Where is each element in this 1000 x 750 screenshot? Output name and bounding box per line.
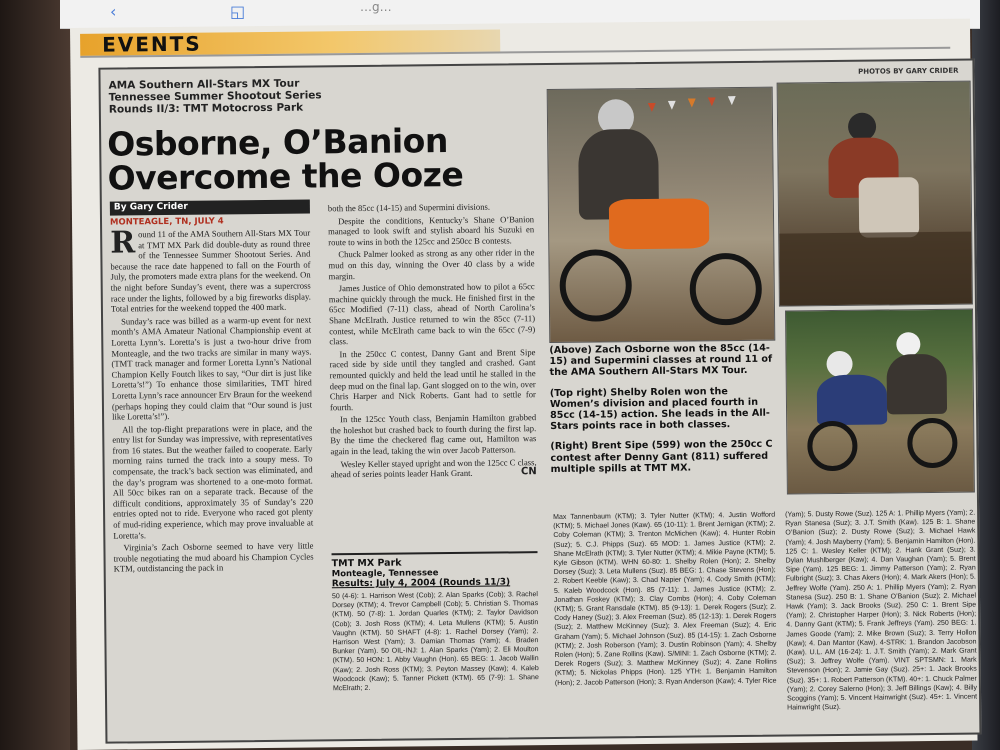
headline-line: Overcome the Ooze bbox=[107, 154, 464, 198]
rider-helmet bbox=[848, 113, 876, 141]
motorcycle-body bbox=[817, 374, 888, 425]
results-column-b: Max Tannenbaum (KTM); 3. Tyler Nutter (KTM); 4. Justin Wofford (KTM); 5. Michael Jones (Kaw). 65 (10-11): 1. Brent Jernigan (KTM); 2. Coby Coleman (KTM); 3. Trenton McMichen (Kaw); 4. Hunter Robin (Suz); 5. C.J. Phipps (Suz). 65 MOD: 1. James Justice (KTM); 2. Shane McElrath (KTM); 3. Tyler Nutter (KTM); 4. Mikie Payne (KTM); 5. Kyle Gibson (KTM). WHN 60-80: 1. Shelby Rolen (Hon); 2. Shelby Dorsey (Suz); 3. Leta Mullens (Suz). 85 BEG: 1. Chase Stevens (Hon); 2. Robert Keeble (Kaw); 3. Chad Napier (Yam); 4. Cody Smith (KTM); 5. Kaleb Woodcock (Hon). 85 (7-11): 1. James Justice (KTM); 2. Jonathan Foskey (KTM); 3. Clay Combs (Hon); 4. Coby Coleman (KTM); 5. Grant Ransdale (KTM). 85 (9-13): 1. Derek Rogers (Suz); 2. Cody Haney (Suz); 3. Alex Freeman (Suz). 85 (12-13): 1. Derek Rogers (Suz); 2. Matthew McKinney (Suz); 3. Alex Freeman (Suz); 4. Eric Graham (Yam); 5. Michael Johnson (Suz). 85 (14-15): 1. Zach Osborne (KTM); 2. Josh Roberson (Yam); 3. Dustin Robinson (Yam); 4. Shelby Rolen (Hon); 5. Zane Rollins (Kaw). S/MINI: 1. Zach Osborne (KTM); 2. Derek Rogers (Suz); 3. Matthew McKinney (Suz); 4. Zane Rollins (KTM); 5. Nickolas Phipps (Hon). 125 YTH: 1. Benjamin Hamilton (Hon); 2. Jacob Patterson (Hon); 3. Ryan Anderson (Kaw); 4. Tyler Rice bbox=[553, 511, 777, 687]
pennant bbox=[708, 97, 716, 106]
back-arrow-icon[interactable]: ‹ bbox=[110, 2, 117, 21]
rear-wheel bbox=[907, 418, 958, 469]
mud-splash bbox=[779, 232, 972, 306]
rider-helmet bbox=[826, 351, 852, 377]
photo-zach-osborne bbox=[547, 87, 776, 343]
body-paragraph: In the 125cc Youth class, Benjamin Hamilton grabbed the holeshot but crashed back to fourth during the first lap. By the time the checkered flag came out, Hamilton was again in the lead, taking the win over Jacob Patterson. bbox=[330, 412, 537, 457]
motorcycle-body bbox=[609, 198, 710, 249]
bookmark-icon[interactable]: ◱ bbox=[230, 2, 246, 21]
body-paragraph: both the 85cc (14-15) and Supermini divisions. bbox=[327, 201, 491, 214]
article-frame bbox=[98, 59, 981, 744]
byline: By Gary Crider bbox=[113, 201, 188, 213]
drop-cap: R bbox=[110, 225, 136, 261]
results-box bbox=[332, 551, 539, 693]
front-wheel bbox=[559, 249, 632, 322]
results-date: Results: July 4, 2004 (Rounds 11/3) bbox=[331, 577, 511, 590]
dateline: MONTEAGLE, TN, JULY 4 bbox=[109, 216, 224, 228]
photo-brent-sipe bbox=[785, 309, 975, 495]
body-paragraph: Virginia’s Zach Osborne seemed to have very little trouble negotiating the mud aboard his Champion Cycles KTM, outdistancing the pack in bbox=[113, 540, 314, 574]
kicker-line: Tennessee Summer Shootout Series bbox=[108, 89, 322, 104]
article-column-1 bbox=[110, 227, 314, 576]
motorcycle-body bbox=[859, 177, 920, 238]
byline-bar bbox=[110, 199, 310, 215]
caption-above: (Above) Zach Osborne won the 85cc (14-15) and Supermini classes at round 11 of the AMA Southern All-Stars MX Tour. bbox=[549, 342, 773, 379]
body-paragraph: James Justice of Ohio demonstrated how to pilot a 65cc machine quickly through the muck. He finished first in the 65cc Modified (7-11) class, ahead of North Carolina’s Shane McElrath. Justice returned to win the 85cc (7-11) contest, while McElrath came back to win the 65cc (7-9) class. bbox=[328, 281, 536, 347]
article-headline bbox=[107, 123, 548, 196]
pennant bbox=[668, 101, 676, 110]
photo-credit: PHOTOS BY GARY CRIDER bbox=[858, 66, 959, 76]
pennant bbox=[688, 98, 696, 107]
caption-top-right: (Top right) Shelby Rolen won the Women’s division and placed fourth in 85cc (14-15) action. She leads in the All-Stars points race in both classes. bbox=[549, 385, 770, 433]
pennant bbox=[728, 96, 736, 105]
body-paragraph: Wesley Keller stayed upright and won the 125cc C class, ahead of series points leader Hank Grant. CN bbox=[330, 456, 537, 480]
kicker-line: AMA Southern All-Stars MX Tour bbox=[108, 77, 300, 92]
body-paragraph: Chuck Palmer looked as strong as any other rider in the mud on this day, winning the Over 40 class by a wide margin. bbox=[328, 247, 535, 281]
body-paragraph: Despite the conditions, Kentucky’s Shane O’Banion managed to look swift and stylish aboard his Suzuki en route to wins in both the 125cc and 250cc B contests. bbox=[328, 213, 535, 248]
body-paragraph: In the 250cc C contest, Danny Gant and Brent Sipe raced side by side until they tangled and crashed. Gant remounted quickly and held the lead until he stalled in the deep mud on the final lap. Gant slogged on to the win, over Chris Harper and Nick Roberts. Gant had to settle for fourth. bbox=[329, 346, 536, 412]
pennant bbox=[648, 103, 656, 112]
motorcycle-body bbox=[886, 354, 947, 415]
body-paragraph: All the top-flight preparations were in place, and the entry list for Sunday was impressive, with representatives from 16 states. But the weather failed to cooperate. Early morning rains turned the track into a soupy mess. To compensate, the track’s back section was eliminated, and the day’s program was shortened to a one-moto format. All 50cc bikes ran on a separate track. Because of the difficult conditions, approximately 35 of Sunday’s 220 entries opted not to ride. Everyone who raced got plenty of mud-riding experience, which may prove invaluable at Loretta’s. bbox=[112, 422, 314, 541]
headline-line: Osborne, O’Banion bbox=[107, 121, 449, 164]
address-bar[interactable]: …g… bbox=[360, 0, 392, 14]
results-location: Monteagle, Tennessee bbox=[331, 568, 439, 580]
results-column-a: 50 (4-6): 1. Harrison West (Cob); 2. Alan Sparks (Cob); 3. Rachel Dorsey (KTM); 4. Trevor Campbell (Cob); 5. Christian S. Thomas (KTM). 50 (7-8): 1. Jordan Quarles (KTM); 2. Taylor Davidson (Cob); 3. Josh Ross (KTM); 4. Leta Mullens (KTM); 5. Austin Vaughn (KTM). 50 SHAFT (4-8): 1. Rachel Dorsey (Yam); 2. Harrison West (Yam); 3. Damian Thomas (Yam); 4. Braden Bunker (Yam). 50 OIL-INJ: 1. Alan Sparks (Yam); 2. Eli Moulton (KTM). 50 HON: 1. Abby Vaughn (Hon). 65 BEG: 1. Jacob Wallin (Kaw); 2. Josh Ross (KTM); 3. Peyton Massey (Kaw); 4. Kaleb Woodcock (Kaw); 5. Tanner Pickett (KTM). 65 (7-9): 1. Shane McElrath; 2. bbox=[331, 591, 539, 693]
rear-wheel bbox=[689, 253, 762, 326]
results-title: TMT MX Park bbox=[331, 557, 402, 570]
signoff-mark: CN bbox=[520, 466, 537, 478]
rider-helmet bbox=[896, 332, 920, 356]
article-kicker bbox=[109, 77, 329, 115]
kicker-line: Rounds II/3: TMT Motocross Park bbox=[108, 101, 304, 116]
front-wheel bbox=[807, 421, 858, 472]
body-paragraph: Round 11 of the AMA Southern All-Stars MX Tour at TMT MX Park did double-duty as round three of the Tennessee Summer Shootout Series. And because the race date happened to fall on the Fourth of July, the promoters made extra plans for the weekend. On the night before Sunday’s event, there was a supercross race under the lights, followed by a big fireworks display. Total entries for the weekend topped the 400 mark. bbox=[110, 225, 311, 314]
photo-shelby-rolen bbox=[777, 81, 973, 307]
body-paragraph: Sunday’s race was billed as a warm-up event for next month’s AMA Amateur National Championship event at Loretta Lynn’s. Loretta’s is just a two-hour drive from Monteagle, and the two tracks are similar in many ways. (TMT track manager and former Loretta Lynn’s National Champion Kelly Foutch likes to say, “Our dirt is just like Loretta’s!”) To enhance those similarities, TMT hired Loretta Lynn’s race announcer Erv Braun for the weekend (perhaps hoping they could claim that “Our sound is just like Loretta’s!”). bbox=[111, 314, 313, 422]
magazine-page bbox=[70, 19, 978, 750]
results-column-c: (Yam); 5. Dusty Rowe (Suz). 125 A: 1. Phillip Myers (Yam); 2. Ryan Stanesa (Suz); 3. J.T. Smith (Kaw). 125 B: 1. Shane O’Banion (Suz); 2. Dusty Rowe (Suz); 3. Michael Hawk (Yam); 4. Josh Mayberry (Yam); 5. Benjamin Hamilton (Hon). 125 C: 1. Wesley Keller (KTM); 2. Hank Grant (Suz); 3. Dylan Mushlberger (Kaw); 4. Dan Vaughan (Yam); 5. Brent Sipe (Yam). 125 BEG: 1. Jimmy Patterson (Yam); 2. Ryan Fulbright (Suz); 3. Chas Akers (Hon); 4. Mark Akers (Hon); 5. Jeffrey Wolfe (Yam). 250 A: 1. Phillip Myers (Yam); 2. Ryan Stanesa (Suz). 250 B: 1. Shane O’Banion (Suz); 2. Michael Hawk (Yam); 3. Jack Brooks (Suz). 250 C: 1. Brent Sipe (Yam); 2. Christopher Harper (Hon); 3. Nick Roberts (Hon); 4. Danny Gant (KTM); 5. Frank Jeffreys (Yam). 250 BEG: 1. James Goode (Yam); 2. Mike Brown (Suz); 3. Terry Hollon (Kaw); 4. Dan Mantor (Kaw). 4-STRK: 1. Brandon Jacobson (Kaw). U.L. AM (16-24): 1. J.T. Smith (Yam); 2. Mark Grant (Suz); 3. Jeffrey Wolfe (Yam). VINT SPTSMN: 1. Mark Stevenson (Hon); 2. Jamie Gay (Suz). 25+: 1. Jack Brooks (Suz). 35+: 1. Robert Patterson (KTM). 40+: 1. Chuck Palmer (Yam); 2. Corey Salerno (Hon); 3. Jeff Billings (Kaw); 4. Billy Scoggins (Yam); 5. Vincent Hainwright (Suz). 45+: 1. Vincent Hainwright (Suz). bbox=[785, 509, 978, 712]
article-column-2 bbox=[328, 201, 537, 482]
caption-right: (Right) Brent Sipe (599) won the 250cc C contest after Denny Gant (811) suffered multiple spills at TMT MX. bbox=[550, 439, 773, 475]
desk-background-left bbox=[0, 0, 70, 750]
photo-captions bbox=[549, 343, 776, 484]
section-label: EVENTS bbox=[102, 31, 202, 57]
